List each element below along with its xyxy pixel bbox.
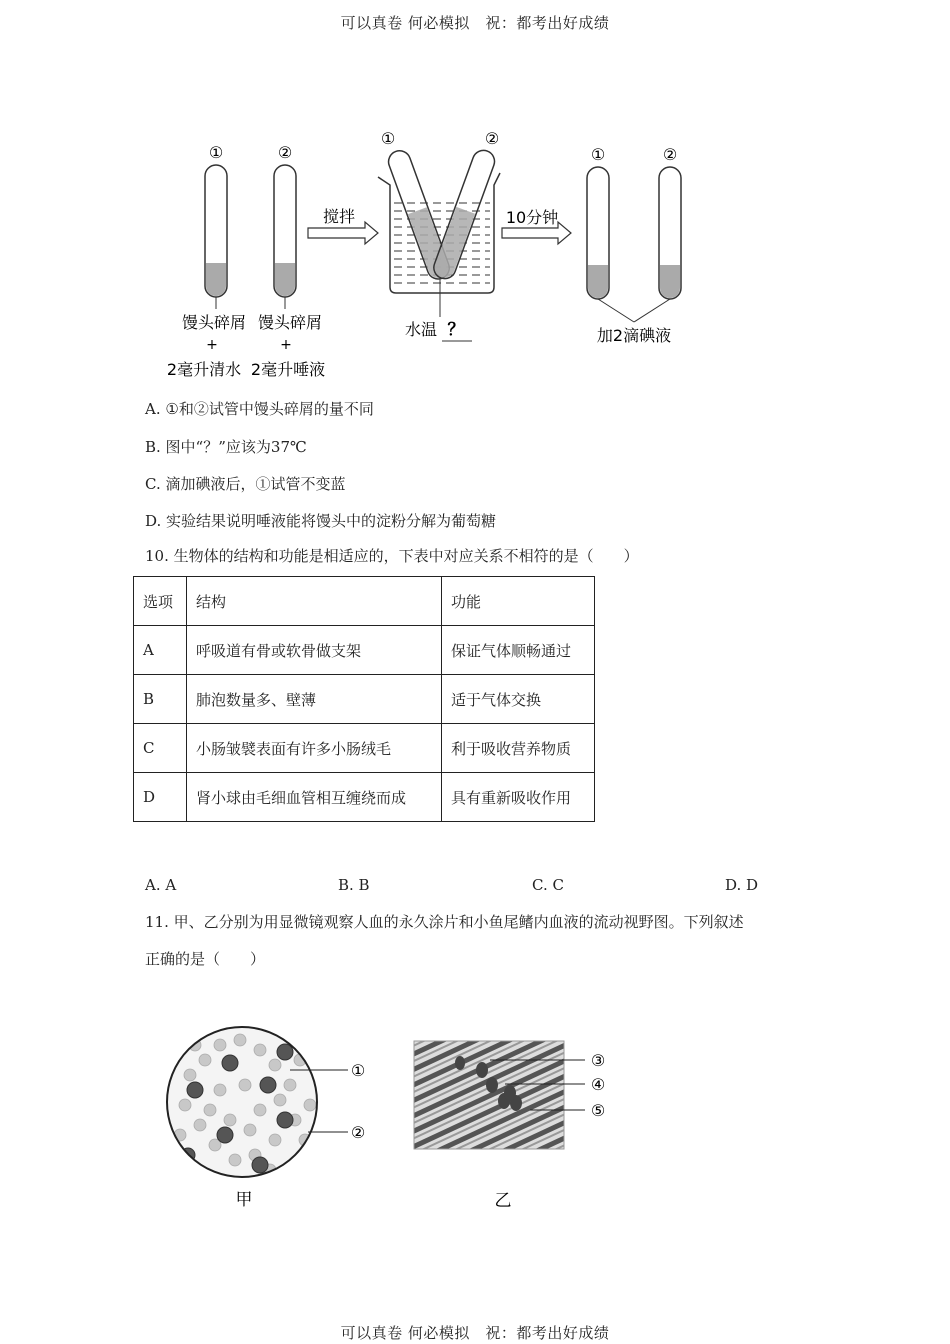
q10-table	[133, 576, 595, 822]
tube2-label-b: 2毫升唾液	[250, 360, 326, 379]
beaker-tube2-number: ②	[484, 129, 500, 148]
row-a-function: 保证气体顺畅通过	[442, 626, 595, 675]
page-footer: 可以真卷 何必模拟 祝：都考出好成绩	[340, 1324, 610, 1342]
tube2-label-a: 馒头碎屑	[257, 313, 323, 332]
table-header-row	[134, 577, 595, 626]
q9-option-b[interactable]: B. 图中“？”应该为37℃	[145, 438, 307, 456]
header-structure: 结构	[187, 577, 442, 626]
test-tube-2	[274, 165, 296, 297]
table-row	[134, 626, 595, 675]
result-tube2-number: ②	[662, 145, 678, 164]
beaker-tube1-number: ①	[380, 129, 396, 148]
figure-label-yi: 乙	[494, 1191, 512, 1211]
table-row	[134, 773, 595, 822]
row-d-structure: 肾小球由毛细血管相互缠绕而成	[187, 773, 442, 822]
q10-choice-d[interactable]: D. D	[725, 876, 759, 894]
result-test-tube-2	[659, 167, 681, 299]
row-b-function: 适于气体交换	[442, 675, 595, 724]
tube1-label-b: 2毫升清水	[166, 360, 242, 379]
row-c-structure: 小肠皱襞表面有许多小肠绒毛	[187, 724, 442, 773]
table-row	[134, 675, 595, 724]
water-temp-label: 水温	[404, 320, 438, 339]
mark-2: ②	[350, 1123, 366, 1142]
mark-1: ①	[350, 1061, 366, 1080]
mark-5: ⑤	[590, 1101, 606, 1120]
mark-3: ③	[590, 1051, 606, 1070]
tube1-label-a: 馒头碎屑	[181, 313, 247, 332]
q9-option-a[interactable]: A. ①和②试管中馒头碎屑的量不同	[145, 400, 374, 418]
test-tube-1	[205, 165, 227, 297]
row-a-option: A	[134, 626, 187, 675]
row-d-function: 具有重新吸收作用	[442, 773, 595, 822]
tube2-plus: +	[280, 337, 292, 353]
ten-minutes-label: 10分钟	[505, 208, 559, 227]
water-temp-question: ？	[447, 320, 465, 340]
q10-choice-c[interactable]: C. C	[532, 876, 564, 894]
q10-stem: 10. 生物体的结构和功能是相适应的，下表中对应关系不相符的是（ ）	[145, 547, 639, 565]
digestion-experiment-figure	[150, 125, 710, 385]
result-tube1-number: ①	[590, 145, 606, 164]
q9-option-c[interactable]: C. 滴加碘液后，①试管不变蓝	[145, 475, 346, 493]
q9-option-d[interactable]: D. 实验结果说明唾液能将馒头中的淀粉分解为葡萄糖	[145, 512, 497, 530]
q10-choice-a[interactable]: A. A	[145, 876, 177, 894]
q10-choice-b[interactable]: B. B	[338, 876, 370, 894]
row-b-option: B	[134, 675, 187, 724]
row-c-function: 利于吸收营养物质	[442, 724, 595, 773]
fish-fin-view	[414, 1041, 564, 1149]
tube1-plus: +	[206, 337, 218, 353]
mark-4: ④	[590, 1075, 606, 1094]
tube2-number: ②	[277, 143, 293, 162]
blood-microscope-figure	[160, 1015, 620, 1220]
blood-smear-view	[160, 1015, 330, 1185]
iodine-label: 加2滴碘液	[596, 326, 672, 345]
q11-stem-line1: 11. 甲、乙分别为用显微镜观察人血的永久涂片和小鱼尾鳍内血液的流动视野图。下列叙述	[145, 913, 744, 931]
row-a-structure: 呼吸道有骨或软骨做支架	[187, 626, 442, 675]
q11-stem-line2: 正确的是（ ）	[145, 950, 266, 968]
stir-label: 搅拌	[322, 207, 356, 226]
row-c-option: C	[134, 724, 187, 773]
water-bath-beaker	[378, 147, 500, 293]
table-row	[134, 724, 595, 773]
header-option: 选项	[134, 577, 187, 626]
row-d-option: D	[134, 773, 187, 822]
header-function: 功能	[442, 577, 595, 626]
row-b-structure: 肺泡数量多、壁薄	[187, 675, 442, 724]
page-header: 可以真卷 何必模拟 祝：都考出好成绩	[340, 14, 610, 32]
figure-label-jia: 甲	[235, 1190, 253, 1210]
tube1-number: ①	[208, 143, 224, 162]
result-test-tube-1	[587, 167, 609, 299]
